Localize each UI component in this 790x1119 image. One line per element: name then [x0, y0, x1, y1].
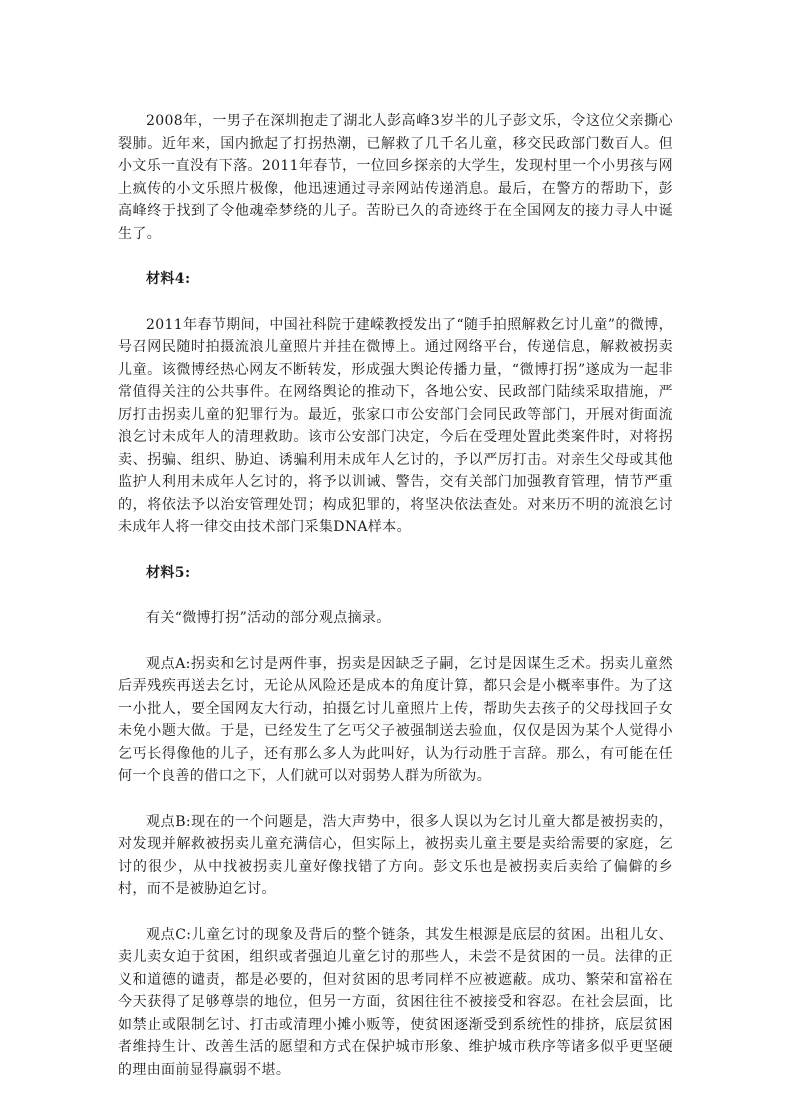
- paragraph-case-peng: 2008年，一男子在深圳抱走了湖北人彭高峰3岁半的儿子彭文乐，令这位父亲撕心裂肺。近年来，国内掀起了打拐热潮，已解救了几千名儿童，移交民政部门数百人。但小文乐一直没有下落。2011年春节，一位回乡探亲的大学生，发现村里一个小男孩与网上疯传的小文乐照片极像，他迅速通过寻亲网站传递消息。最后，在警方的帮助下，彭高峰终于找到了令他魂牵梦绕的儿子。苦盼已久的奇迹终于在全国网友的接力寻人中诞生了。: [118, 113, 673, 242]
- paragraph-spacer: [118, 291, 673, 314]
- heading-material-5: 材料5:: [146, 564, 191, 581]
- paragraph-spacer: [118, 245, 673, 268]
- paragraph-viewpoint-b: 观点B:现在的一个问题是，浩大声势中，很多人误以为乞讨儿童大都是被拐卖的，对发现并解救被拐卖儿童充满信心，但实际上，被拐卖儿童主要是卖给需要的家庭，乞讨的很少，从中找被拐卖儿童好像找错了方向。彭文乐也是被拐卖后卖给了偏僻的乡村，而不是被胁迫乞讨。: [118, 813, 673, 897]
- document-page: [118, 110, 673, 1081]
- paragraph-viewpoint-c: 观点C:儿童乞讨的现象及背后的整个链条，其发生根源是底层的贫困。出租儿女、卖儿卖女迫于贫困，组织或者强迫儿童乞讨的那些人，未尝不是贫困的一员。法律的正义和道德的谴责，都是必要的，但对贫困的思考同样不应被遮蔽。成功、繁荣和富裕在今天获得了足够尊崇的地位，但另一方面，贫困往往不被接受和容忍。在社会层面，比如禁止或限制乞讨、打击或清理小摊小贩等，使贫困逐渐受到系统性的排挤，底层贫困者维持生计、改善生活的愿望和方式在保护城市形象、维护城市秩序等诸多似乎更坚硬的理由面前显得羸弱不堪。: [118, 926, 673, 1078]
- paragraph-spacer: [118, 539, 673, 562]
- paragraph-weibo-campaign: 2011年春节期间，中国社科院于建嵘教授发出了“随手拍照解救乞讨儿童”的微博，号召网民随时拍摄流浪儿童照片并挂在微博上。通过网络平台，传递信息，解救被拐卖儿童。该微博经热心网友不断转发，形成强大舆论传播力量，“微博打拐”遂成为一起非常值得关注的公共事件。在网络舆论的推动下，各地公安、民政部门陆续采取措施，严厉打击拐卖儿童的犯罪行为。最近，张家口市公安部门会同民政等部门，开展对街面流浪乞讨未成年人的清理救助。该市公安部门决定，今后在受理处置此类案件时，对将拐卖、拐骗、组织、胁迫、诱骗利用未成年人乞讨的，予以严厉打击。对亲生父母或其他监护人利用未成年人乞讨的，将予以训诫、警告，交有关部门加强教育管理，情节严重的，将依法予以治安管理处罚；构成犯罪的，将坚决依法查处。对来历不明的流浪乞讨未成年人将一律交由技术部门采集DNA样本。: [118, 316, 673, 535]
- paragraph-spacer: [118, 630, 673, 653]
- paragraph-viewpoint-a: 观点A:拐卖和乞讨是两件事，拐卖是因缺乏子嗣，乞讨是因谋生乏术。拐卖儿童然后弄残疾再送去乞讨，无论从风险还是成本的角度计算，都只会是小概率事件。为了这一小批人，要全国网友大行动，拍摄乞讨儿童照片上传，帮助失去孩子的父母找回子女未免小题大做。于是，已经发生了乞丐父子被强制送去验血，仅仅是因为某个人觉得小乞丐长得像他的儿子，还有那么多人为此叫好，认为行动胜于言辞。那么，有可能在任何一个良善的借口之下，人们就可以对弱势人群为所欲为。: [118, 655, 673, 784]
- paragraph-spacer: [118, 788, 673, 811]
- heading-material-4: 材料4:: [146, 271, 191, 287]
- paragraph-spacer: [118, 901, 673, 924]
- paragraph-viewpoints-intro: 有关“微博打拐”活动的部分观点摘录。: [146, 610, 391, 626]
- paragraph-spacer: [118, 584, 673, 607]
